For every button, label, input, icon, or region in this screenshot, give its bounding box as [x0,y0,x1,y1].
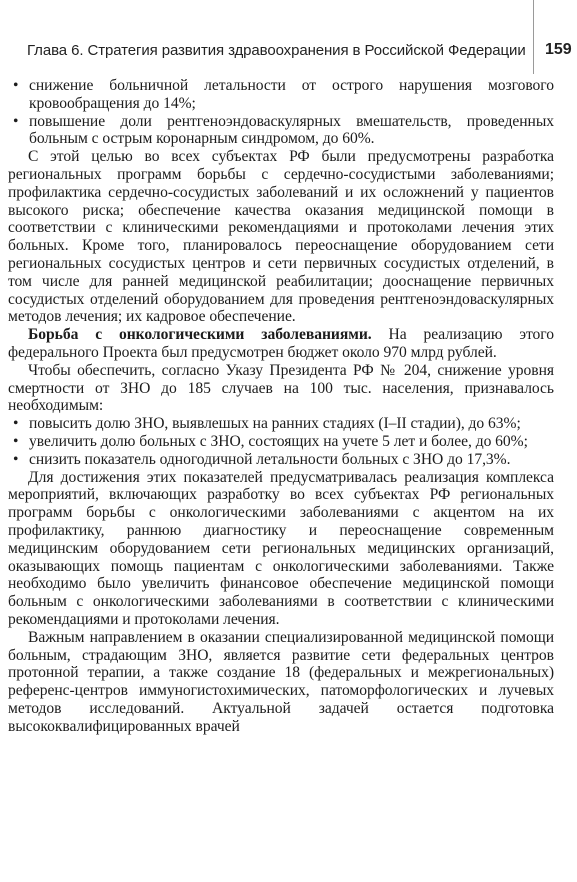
page-header [0,0,577,74]
list-item [13,415,554,433]
paragraph-text: На реализацию этого федерального Проекта был предусмотрен бюджет около 970 млрд рублей. [8,326,555,361]
header-divider [533,0,534,74]
bullet-list [8,415,554,468]
chapter-title: Глава 6. Стратегия развития здравоохранения в Российской Федерации [27,42,526,59]
page-number: 159 [545,41,572,58]
bullet-icon: • [13,77,19,94]
list-item-text: увеличить долю больных с ЗНО, состоящих на учете 5 лет и более, до 60%; [29,432,528,450]
paragraph: Для достижения этих показателей предусматривалась реализация комплекса мероприятий, включающих разработку во всех субъектах РФ региональных программ борьбы с онкологическими заболеваниями с акцентом на их профилактику, раннюю диагностику и переоснащение современным медицинским оборудованием сети региональных медицинских организаций, оказывающих помощь пациентам с онкологическими заболеваниями. Также необходимо было увеличить финансовое обеспечение медицинской помощи больным с онкологическими заболеваниями в соответствии с клиническими рекомендациями и протоколами лечения. [8,468,554,628]
bullet-icon: • [13,415,19,433]
list-item [13,432,554,451]
list-item [13,112,554,149]
bullet-icon: • [13,112,19,130]
list-item-text: снизить показатель одногодичной летальности больных с ЗНО до 17,3%. [29,450,511,468]
list-item-text: повысить долю ЗНО, выявлешых на ранних стадиях (I–II стадии), до 63%; [29,415,521,433]
bullet-icon: • [13,450,19,468]
list-item [13,77,554,113]
bullet-list [8,77,554,148]
paragraph: Важным направлением в оказании специализированной медицинской помощи больным, страдающим ЗНО, является развитие сети федеральных центров протонной терапии, а также создание 18 (федеральных и межрегиональных) референс-центров иммуногистохимических, патоморфологических и лучевых методов исследований. Актуальной задачей остается подготовка высококвалифицированных врачей [8,628,554,735]
section-heading: Борьба с онкологическими заболеваниями. [28,326,372,344]
page-body [8,77,554,735]
bullet-icon: • [13,432,19,450]
paragraph: Чтобы обеспечить, согласно Указу Президента РФ № 204, снижение уровня смертности от ЗНО до 185 случаев на 100 тыс. населения, признавалось необходимым: [8,361,554,415]
list-item-text: повышение доли рентгеноэндоваскулярных вмешательств, проведенных больным с острым коронарным синдромом, до 60%. [29,112,554,148]
paragraph [8,326,554,362]
list-item [13,450,554,469]
list-item-text: снижение больничной летальности от острого нарушения мозгового кровообращения до 14%; [29,77,554,112]
paragraph: С этой целью во всех субъектах РФ были предусмотрены разработка региональных программ борьбы с сердечно-сосудистыми заболеваниями; профилактика сердечно-сосудистых заболеваний и их осложнений у пациентов высокого риска; обеспечение качества оказания медицинской помощи в соответствии с клиническими рекомендациями и протоколами лечения этих больных. Кроме того, планировалось переоснащение оборудованием сети региональных сосудистых центров и сети первичных сосудистых отделений, в том числе для ранней медицинской реабилитации; дооснащение первичных сосудистых отделений оборудованием для проведения рентгеноэндоваскулярных методов лечения; их кадровое обеспечение. [8,148,554,326]
